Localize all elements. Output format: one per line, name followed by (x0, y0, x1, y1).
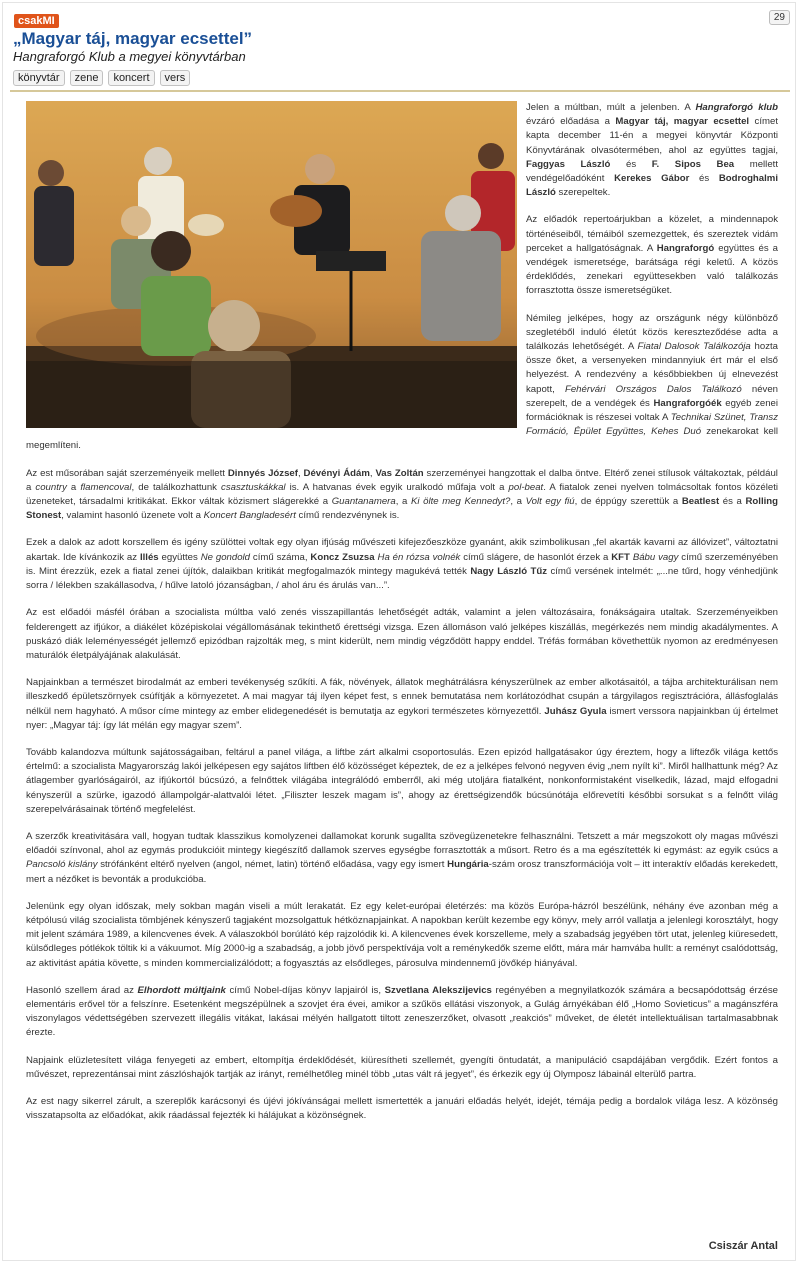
paragraph-text-run: címet kapta december 11-én a megyei könyvtár Központi Könyvtárának olvasótermében, ahol az együttes tagjai, (526, 116, 778, 156)
paragraph-text-run: , valamint hasonló üzenete volt a (61, 510, 204, 522)
article-paragraph (26, 536, 778, 593)
article-paragraph (26, 830, 778, 887)
author-name: Csiszár Antal (708, 1240, 778, 1252)
paragraph-text-run: regényében a megnyilatkozók számára a becsapódottság érzése elementáris erővel tör a felszínre. Esetenként megszépülnek a szovjet éra évei, amikor a szűkös ellátási viszonyok, a Gulág árnyékában élő „Homo Sovieticus” a magánszféra viszonylagos védettségében szervezett illegális vitákat, lakásai mélyén hallgatott tiltott zeneszerzőket, olvasott „reakciós” műveket, de életét intellektuálisan tartalmasabbnak érezte. (26, 984, 778, 1039)
paragraph-text-run: Technikai Szünet, Transz Formáció, Épület Együttes, Kehes Duó (526, 412, 778, 438)
tag-list (13, 70, 190, 86)
paragraph-text-run: Dévényi Ádám (303, 467, 370, 479)
paragraph-text-run: , a (395, 496, 411, 508)
paragraph-text-run: című száma, (250, 551, 311, 563)
paragraph-text-run: , (369, 467, 376, 479)
paragraph-text-run: Bodroghalmi László (526, 173, 778, 199)
paragraph-text-run: Ki ölte meg Kennedyt? (410, 496, 511, 508)
paragraph-text-run: szerzeményei hangzottak el dalba öntve. Eltérő zenei stílusok váltakoztak, például a (26, 467, 778, 493)
paragraph-text-run: együttes (158, 551, 201, 563)
paragraph-text-run: flamencoval (80, 481, 132, 493)
paragraph-text-run: Dinnyés József (227, 467, 298, 479)
concert-photo[interactable] (26, 101, 517, 428)
paragraph-text-run: című slágere, de hasonlót érzek a (460, 551, 612, 563)
paragraph-text-run: című rendezvénynek is. (295, 510, 400, 522)
paragraph-text-run: Az est előadói másfél órában a szocialista múltba való zenés visszapillantás lehetőségét adták, valamint a jelen változásaira, fonákságaira utaltak. Szerzeményeikben felderengett az ifjúkor, a diákélet középiskolai végállomásának tekinthető érettségi vizsga. Ezen állomáson való jelképes kiszállás, megérkezés nem mindig akadálymentes. A puskázó diák leleményességét jellemző epizódban rajzolták meg, s mint kiderült, nem mindig végződött happy enddel. Tréfás formában követhettük nyomon az eredményesen maturálók életpályájának alakulását. (26, 607, 778, 661)
paragraph-text-run: Fehérvári Országos Dalos Találkozó (564, 383, 742, 395)
concert-photo-image (26, 101, 517, 428)
paragraph-text-run: Napjaink elüzletesített világa fenyegeti az embert, eltompítja érdeklődését, kiüresítheti szellemét, gyengíti öntudatát, a manipuláció csapdájában vergődik. Ezért fontos a művészet, reprezentánsai mint zászlóshajók tartják az irányt, remélhetőleg minél több „utas vált rá jegyet”, és érkezik egy új Olymposz lábainál elterülő partra. (26, 1054, 778, 1080)
paragraph-text-run: Magyar táj, magyar ecsettel (615, 116, 750, 128)
paragraph-text-run: KFT (611, 551, 630, 563)
paragraph-text-run: Hungária (447, 859, 489, 871)
paragraph-text-run: Rolling Stonest (26, 496, 779, 522)
paragraph-text-run: Volt egy fiú (525, 496, 575, 508)
paragraph-text-run: Ha én rózsa volnék (377, 551, 461, 563)
paragraph-text-run: és (610, 158, 652, 170)
paragraph-text-run: Hangraforgó klub (695, 102, 779, 113)
paragraph-text-run: Bábu vagy (632, 551, 679, 563)
paragraph-text-run: zenekarokat kell megemlíteni. (26, 426, 778, 452)
comment-count-badge[interactable]: 29 (769, 10, 790, 25)
header-divider (10, 90, 790, 92)
article-paragraph (26, 900, 778, 971)
paragraph-text-run: pol-beat (508, 481, 544, 493)
article-paragraph (26, 467, 778, 524)
tag-vers[interactable]: vers (160, 70, 191, 86)
paragraph-text-run: Némileg jelképes, hogy az országunk négy különböző szegletéből induló életút közös kereszteződése adta a találkozás lehetőségét. A (526, 312, 778, 353)
paragraph-text-run: című Nobel-díjas könyv lapjairól is, (225, 984, 385, 996)
tag-zene[interactable]: zene (70, 70, 104, 86)
paragraph-text-run: Koncert Bangladesért (203, 510, 296, 522)
paragraph-text-run: Vas Zoltán (375, 467, 424, 479)
paragraph-text-run: Napjainkban a természet birodalmát az emberi tevékenység szűkíti. A fák, növények, állatok meghátrálásra kényszerülnek az ember alkotásaitól, a tájba architekturálisan nem illeszkedő épületszörnyek csúfítják a környezetet. A mai magyar táj ilyen képet fest, s ennek bemutatása nem korlátozódhat csupán a tárgyilagos regisztrációra, állásfoglalás nélkül nem hagyható. A műsor címe mintegy az ember elidegenedését is bemutatja az egykori természetes környezettől. (26, 677, 778, 717)
article-paragraph (26, 676, 778, 733)
paragraph-text-run: évzáró előadása a (526, 116, 616, 128)
paragraph-text-run: Jelen a múltban, múlt a jelenben. A (526, 102, 696, 113)
paragraph-text-run: Fiatal Dalosok Találkozója (637, 341, 751, 353)
paragraph-text-run: , de éppúgy szerettük a (574, 496, 682, 508)
paragraph-text-run: Ezek a dalok az adott korszellem és igény szülöttei voltak egy olyan ifjúság művészeti kifejezőeszköze gyanánt, akik szimbolikusan „fel akarták kavarni az állóvizet”, változtatni akartak. Ide kívánkozik az (26, 537, 778, 563)
tag-konyvtar[interactable]: könyvtár (13, 70, 65, 86)
paragraph-text-run: F. Sipos Bea (651, 158, 735, 170)
article-subtitle: Hangraforgó Klub a megyei könyvtárban (13, 49, 246, 64)
paragraph-text-run: Az előadók repertoárjukban a közelet, a mindennapok történéseiből, témáiból szemezgettek, és szereztek vidám perceket a hallgatóságnak. A (526, 214, 778, 254)
paragraph-text-run: Juhász Gyula (544, 705, 607, 717)
paragraph-text-run: Beatlest (681, 496, 720, 508)
paragraph-text-run: ismert verssora napjainkban új értelmet nyer: „Magyar táj: így lát mélán egy magyar szem”. (26, 705, 778, 731)
paragraph-text-run: Nagy László Tűz (470, 565, 548, 577)
paragraph-text-run: és (689, 173, 719, 185)
paragraph-text-run: szerepeltek. (555, 187, 611, 199)
paragraph-text-run: country (35, 481, 67, 493)
article-paragraph (26, 1054, 778, 1082)
paragraph-text-run: Hangraforgóék (653, 397, 722, 409)
article-paragraph (26, 606, 778, 663)
paragraph-text-run: Pancsoló kislány (26, 859, 98, 871)
tag-koncert[interactable]: koncert (108, 70, 154, 86)
paragraph-text-run: Koncz Zsuzsa (310, 551, 375, 563)
paragraph-text-run: Tovább kalandozva múltunk sajátosságaiban, feltárul a panel világa, a liftbe zárt alkalmi csoportosulás. Ezen epizód hallgatásakor úgy éreztem, hogy a liftezők világa kettős értelmű: a szocialista Magyarország lakói jelképesen egy sajátos liftben élő közösséget képeztek, de ez a jelképes felvonó negyven évig „nem nyílt ki”. Miről hallhattunk még? Az átlagember gyarlóságairól, az ifjúkortól búcsúzó, a felnőttek világába integrálódó emberről, aki még utoljára fiatalként, nonkonformistaként viselkedik, lázad, majd elfogadni kényszerül a szürke, igazodó állampolgár-alattvalói létet. „Filiszter leszek magam is”, ahogy az érettségizendők búcsúnótája előrevetíti későbbi sorsukat s a felnőtt világ szerepelvárásainak történő megfelelést. (26, 746, 778, 815)
paragraph-text-run: -szám orosz transzformációja volt – itt interaktív előadás kerekedett, mert a nézőket is bevonták a produkcióba. (26, 859, 779, 885)
paragraph-text-run: csasztuskákkal (221, 481, 286, 493)
paragraph-text-run: strófánként eltérő nyelven (angol, német, latin) történő előadása, vagy egy ismert (97, 859, 448, 871)
paragraph-text-run: . A fiatalok zenei nyelven tolmácsoltak fontos közéleti üzeneteket, társadalmi kritikákat. Ekkor váltak közismert slágerekké a (26, 481, 778, 508)
paragraph-text-run: Jelenünk egy olyan időszak, mely sokban magán viseli a múlt lerakatát. Ez egy kelet-európai életérzés: ma közös Európa-házról beszélünk, néhány éve azonban még a kétpólusú világ szocialista tömbjének kényszerű tagjaként mozsolgattuk hétköznapjainkat. A napokban került kezembe egy könyv, mely arról vallatja a jelenlegi korosztályt, hogy mit jelent számára 1989, a kilencvenes évek. A válaszokból borúlátó kép rajzolódik ki. A kilencvenes évek korszelleme, mely a szabadság jegyében tört utat, jelenleg kiüresedett, külsődleges pótlékok töltik ki a vákuumot. Míg 2000-ig a szabadság, a jobb jövő perspektívája volt a reménykedők szeme előtt, mára már hamvába hullt: a reményt csalódottság, az aktivitást apátia követte, s minden kommercializálódott; a fogyasztás az elsődleges, párosulva mindennemű jövőkép hiányával. (26, 900, 778, 969)
paragraph-text-run: Faggyas László (526, 158, 611, 170)
paragraph-text-run: Az est műsorában saját szerzeményeik mellett (26, 467, 228, 479)
paragraph-text-run: , de találkozhattunk (131, 481, 222, 493)
paragraph-text-run: , a (510, 496, 526, 508)
paragraph-text-run: egyéb zenei formációknak is részesei voltak A (526, 397, 779, 424)
paragraph-text-run: Illés (139, 551, 159, 563)
paragraph-text-run: és a (719, 496, 746, 508)
paragraph-text-run: Szvetlana Alekszijevics (384, 984, 492, 996)
paragraph-text-run: A szerzők kreativitására vall, hogyan tudtak klasszikus komolyzenei dallamokat korunk sugallta szövegüzenetekre felhasználni. Tetszett a már megszokott oly magas művészi előadói színvonal, ahol az egymás produkcióit mintegy kiegészítő dallamok szerves egységbe forrasztották a műsort. Retro és a ma egészítették ki egymást: az egyik csúcs a (26, 830, 778, 857)
paragraph-text-run: a (66, 481, 81, 493)
category-badge[interactable]: csakMI (14, 14, 59, 28)
paragraph-text-run: , (297, 467, 304, 479)
paragraph-text-run: Elhordott múltjaink (137, 984, 226, 996)
paragraph-text-run: című versének intelmét: „...ne tűrd, hogy vénhedjünk sorra / lélekben szakállasodva, / hűlve latoló józanságban, / ahol áru és árulás van...”. (26, 565, 778, 592)
paragraph-text-run: néven szerepelt, de a vendégek és (526, 383, 778, 409)
paragraph-text-run: hozta össze őket, a versenyeken mindannyiuk ért már el első helyezést. A rendezvény a későbbiekben új elnevezést kapott, (526, 341, 778, 395)
paragraph-text-run: című szerzeményében is. Mint érezzük, ezek a fiatal zenei újítók, dalaikban kritikát megfogalmazók mintegy magukévá tették (26, 551, 779, 577)
paragraph-text-run: Hangraforgó (656, 242, 715, 254)
paragraph-text-run: mellett vendégelőadóként (526, 158, 778, 185)
paragraph-text-run: Az est nagy sikerrel zárult, a szereplők karácsonyi és újévi jókívánságai mellett ismertették a januári előadás helyét, idejét, témája pedig a bordalok világa lesz. A közönség visszatapsolta az előadókat, akik ráadással fejezték ki hálájukat a közönségnek. (26, 1095, 778, 1122)
article-paragraph (26, 984, 778, 1041)
article-paragraph (26, 1095, 778, 1123)
paragraph-text-run: is. A hatvanas évek egyik uralkodó műfaja volt a (285, 481, 509, 493)
paragraph-text-run: együttes és a vendégek ismeretsége, barátsága régi keletű. A közös érdeklődés, zenekari együttesekben való találkozás forrasztotta össze ismeretségüket. (526, 242, 779, 297)
paragraph-text-run: Guantanamera (331, 496, 396, 508)
paragraph-text-run: Hasonló szellem árad az (26, 984, 138, 996)
paragraph-text-run: Ne gondold (200, 551, 251, 563)
article-title[interactable]: „Magyar táj, magyar ecsettel” (13, 29, 253, 48)
article-paragraph (26, 746, 778, 817)
paragraph-text-run: Kerekes Gábor (614, 173, 690, 185)
